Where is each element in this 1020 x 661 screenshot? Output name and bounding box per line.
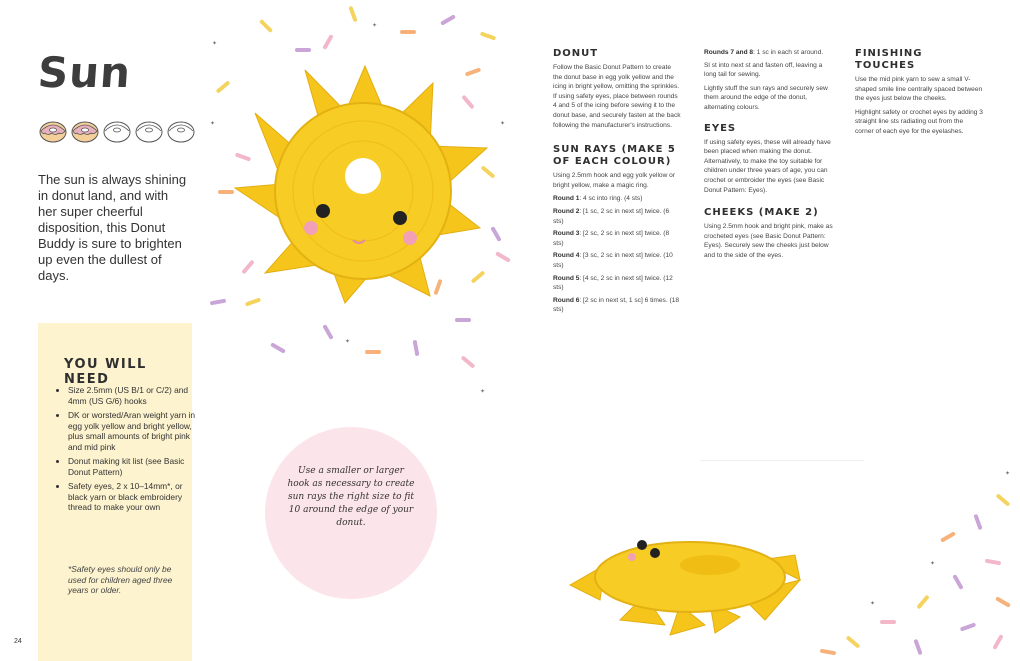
list-item: • Safety eyes, 2 x 10–14mm*, or black yarn or black embroidery thread to make your own — [68, 481, 200, 513]
eyes-heading: EYES — [704, 122, 737, 134]
donut-heading: DONUT — [553, 48, 599, 59]
divider — [700, 460, 864, 461]
list-item: • DK or worsted/Aran weight yarn in egg yolk yellow and bright yellow, plus small amounts of bright pink and mid pink — [68, 410, 200, 452]
you-will-need-heading: YOU WILL NEED — [64, 357, 147, 387]
donut-empty-icon — [134, 119, 164, 145]
sun-rays-heading: SUN RAYS (MAKE 5 OF EACH COLOUR) — [553, 144, 676, 168]
tip-circle — [265, 427, 437, 599]
finishing-text: Highlight safety or crochet eyes by adding 3 straight line sts radiating out from the corner of each eye for the eyelashes. — [855, 108, 983, 135]
list-item: • Donut making kit list (see Basic Donut Pattern) — [68, 456, 200, 477]
intro-text: The sun is always shining in donut land, and with her super cheerful disposition, this Donut Buddy is sure to brighten up even the dullest of days. — [38, 172, 187, 283]
page-title: Sun — [36, 48, 133, 97]
column-3 — [855, 48, 983, 141]
you-will-need-box — [38, 323, 196, 661]
round-row: Round 4: [3 sc, 2 sc in next st] twice. (10 sts) — [553, 252, 673, 269]
finishing-heading: FINISHING TOUCHES — [855, 48, 923, 71]
round-row: Round 5: [4 sc, 2 sc in next st] twice. (12 sts) — [553, 274, 673, 292]
finishing-text: Use the mid pink yarn to sew a small V-shaped smile line centrally spaced between the eyes just below the cheeks. — [855, 76, 983, 103]
column-2 — [704, 48, 834, 265]
cheeks-heading: CHEEKS (MAKE 2) — [704, 207, 819, 219]
round-row: Round 1: 4 sc into ring. (4 sts) — [553, 195, 643, 203]
page-number: 24 — [14, 638, 22, 645]
donut-text: Follow the Basic Donut Pattern to create the donut base in egg yolk yellow and the icing in bright yellow, omitting the sprinkles. If using safety eyes, place between rounds 4 and 5 of the icing before sewing it to the donut base, and securely fasten at the back following the manufacturer's instructions. — [553, 64, 681, 129]
sun-rays-after: Sl st into next st and fasten off, leaving a long tail for sewing. — [704, 61, 823, 79]
round-row: Rounds 7 and 8: 1 sc in each st around. — [704, 49, 824, 56]
tip-text: Use a smaller or larger hook as necessary to create sun rays the right size to fit 10 around the edge of your donut. — [287, 466, 415, 528]
sun-rays-intro: Using 2.5mm hook and egg yolk yellow or bright yellow, make a magic ring. — [553, 172, 676, 189]
sun-rays-after: Lightly stuff the sun rays and securely sew them around the edge of the donut, alternating colours. — [704, 84, 828, 111]
donut-empty-icon — [166, 119, 196, 145]
donut-empty-icon — [102, 119, 132, 145]
safety-note: *Safety eyes should only be used for children aged three years or older. — [68, 564, 173, 595]
round-row: Round 6: [2 sc in next st, 1 sc] 6 times. (18 sts) — [553, 296, 680, 314]
column-1 — [553, 48, 681, 318]
difficulty-rating — [38, 119, 196, 145]
eyes-text: If using safety eyes, these will already have been placed when making the donut. Alternatively, to make the toy suitable for children under three years of age, you can crochet or embroider the eyes (see Basic Donut Pattern: Eyes). — [704, 138, 831, 194]
sun-donut-side-photo — [560, 525, 810, 645]
donut-filled-icon — [70, 119, 100, 145]
donut-filled-icon — [38, 119, 68, 145]
round-row: Round 2: [1 sc, 2 sc in next st] twice. (6 sts) — [553, 207, 670, 225]
materials-list — [54, 385, 200, 517]
cheeks-text: Using 2.5mm hook and bright pink, make as crocheted eyes (see Basic Donut Pattern: Eyes). Securely sew the cheeks just below and to the side of the eyes. — [704, 223, 833, 259]
round-row: Round 3: [2 sc, 2 sc in next st] twice. (8 sts) — [553, 230, 670, 247]
list-item: • Size 2.5mm (US B/1 or C/2) and 4mm (US G/6) hooks — [68, 385, 200, 406]
